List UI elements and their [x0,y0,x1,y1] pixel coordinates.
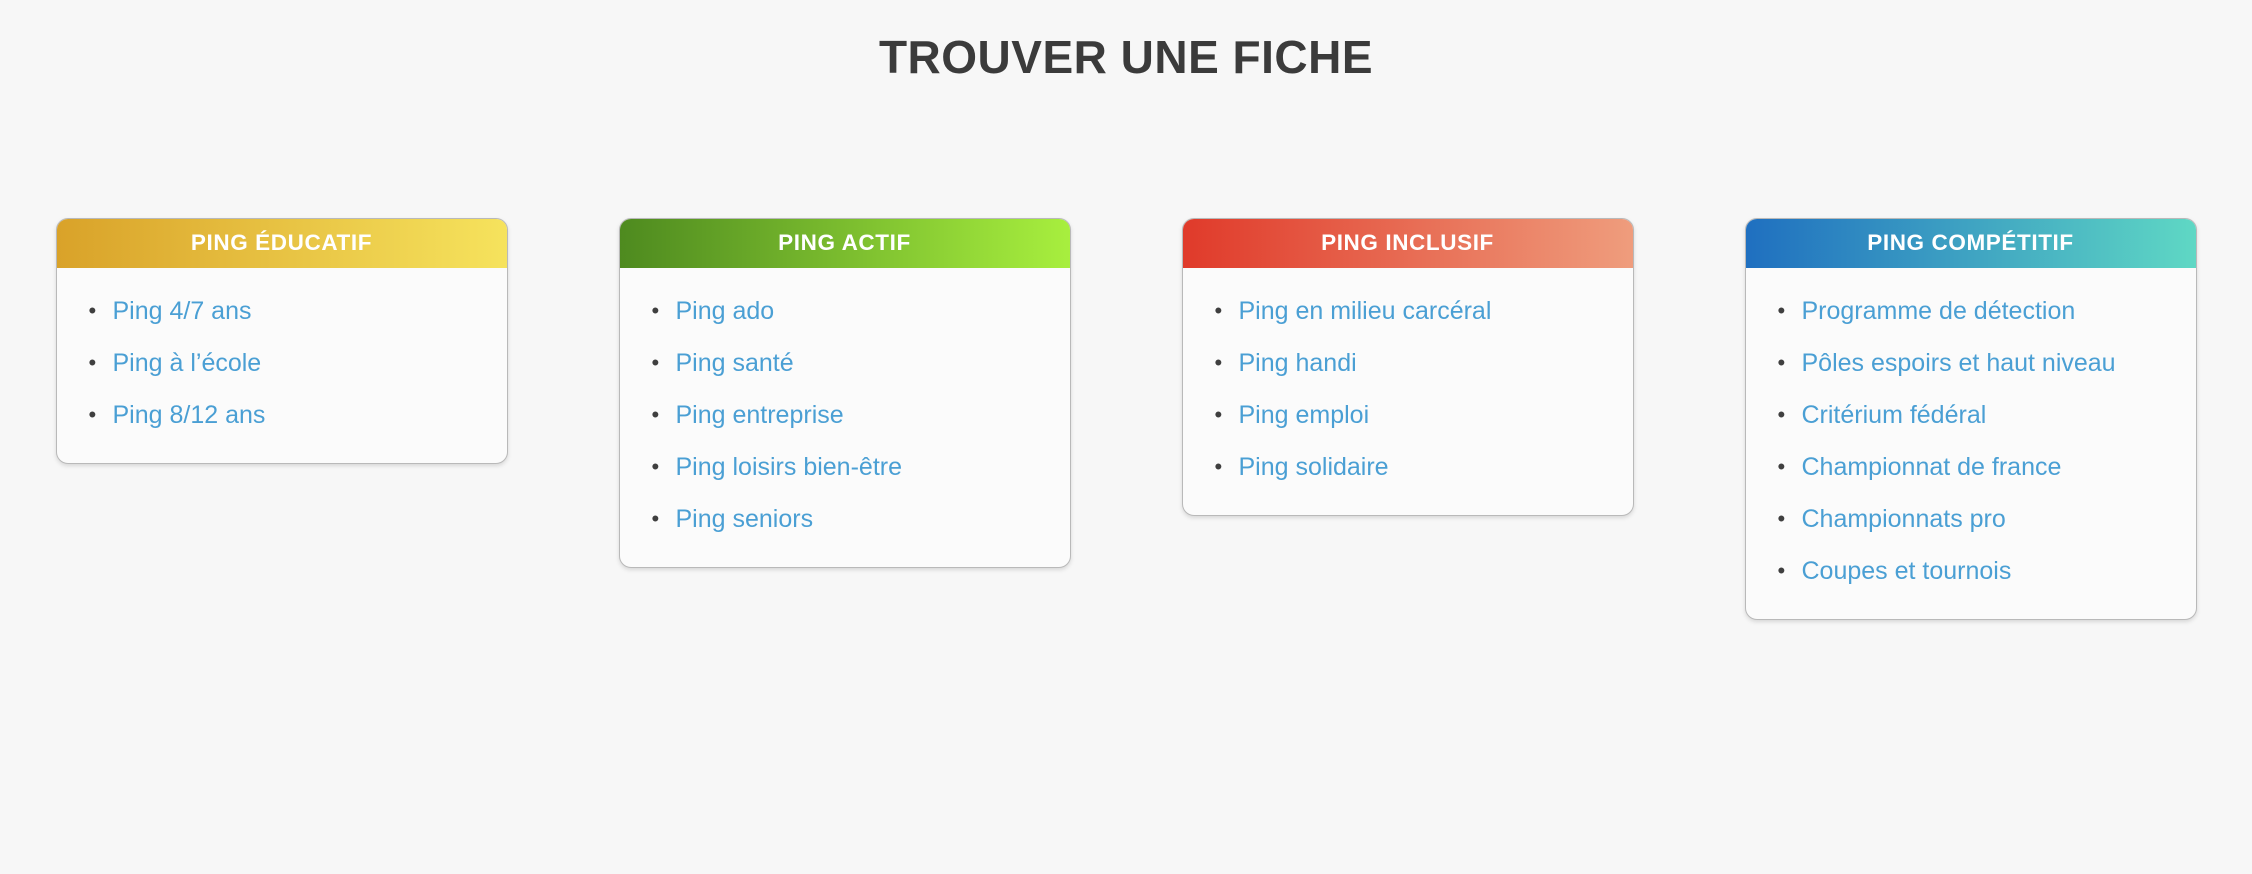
card-slot-educatif [0,218,563,464]
list-item[interactable] [109,389,497,441]
card-body-ping-educatif [57,269,507,463]
card-body-ping-inclusif [1183,269,1633,515]
card-ping-inclusif [1182,218,1634,516]
card-list-ping-inclusif [1193,285,1623,493]
list-item[interactable] [672,337,1060,389]
list-item[interactable] [1798,545,2186,597]
card-list-ping-competitif [1756,285,2186,597]
list-item[interactable] [1798,337,2186,389]
cards-row [0,218,2252,620]
list-item[interactable] [1798,441,2186,493]
list-item[interactable] [109,285,497,337]
list-item[interactable] [1235,285,1623,337]
list-item[interactable] [109,337,497,389]
card-link[interactable]: Championnat de france [1801,453,2062,481]
card-link[interactable]: Championnats pro [1801,505,2006,533]
card-link[interactable]: Ping loisirs bien-être [675,453,902,481]
list-item[interactable] [672,441,1060,493]
card-ping-actif [619,218,1071,568]
list-item[interactable] [672,389,1060,441]
card-header-ping-actif: PING ACTIF [619,218,1071,268]
card-slot-competitif [1689,218,2252,620]
page-title: TROUVER UNE FICHE [878,31,1374,83]
list-item[interactable] [1798,285,2186,337]
card-header-ping-competitif: PING COMPÉTITIF [1745,218,2197,268]
list-item[interactable] [1235,337,1623,389]
card-link[interactable]: Coupes et tournois [1801,557,2012,585]
card-link[interactable]: Ping 4/7 ans [112,297,252,325]
card-link[interactable]: Ping en milieu carcéral [1238,297,1492,325]
list-item[interactable] [1798,389,2186,441]
card-link[interactable]: Critérium fédéral [1801,401,1987,429]
card-link[interactable]: Pôles espoirs et haut niveau [1801,349,2116,377]
card-header-ping-inclusif: PING INCLUSIF [1182,218,1634,268]
list-item[interactable] [1235,441,1623,493]
card-slot-actif [563,218,1126,568]
card-link[interactable]: Ping ado [675,297,775,325]
card-link[interactable]: Ping à l’école [112,349,262,377]
card-link[interactable]: Ping entreprise [675,401,844,429]
card-link[interactable]: Ping seniors [675,505,814,533]
card-slot-inclusif [1126,218,1689,516]
list-item[interactable] [672,285,1060,337]
card-link[interactable]: Ping handi [1238,349,1357,377]
list-item[interactable] [1798,493,2186,545]
card-link[interactable]: Ping emploi [1238,401,1370,429]
list-item[interactable] [1235,389,1623,441]
card-ping-educatif [56,218,508,464]
card-link[interactable]: Ping santé [675,349,794,377]
list-item[interactable] [672,493,1060,545]
card-link[interactable]: Ping solidaire [1238,453,1389,481]
card-list-ping-actif [630,285,1060,545]
card-link[interactable]: Ping 8/12 ans [112,401,266,429]
card-body-ping-actif [620,269,1070,567]
card-link[interactable]: Programme de détection [1801,297,2076,325]
card-body-ping-competitif [1746,269,2196,619]
card-list-ping-educatif [67,285,497,441]
card-ping-competitif [1745,218,2197,620]
card-header-ping-educatif: PING ÉDUCATIF [56,218,508,268]
